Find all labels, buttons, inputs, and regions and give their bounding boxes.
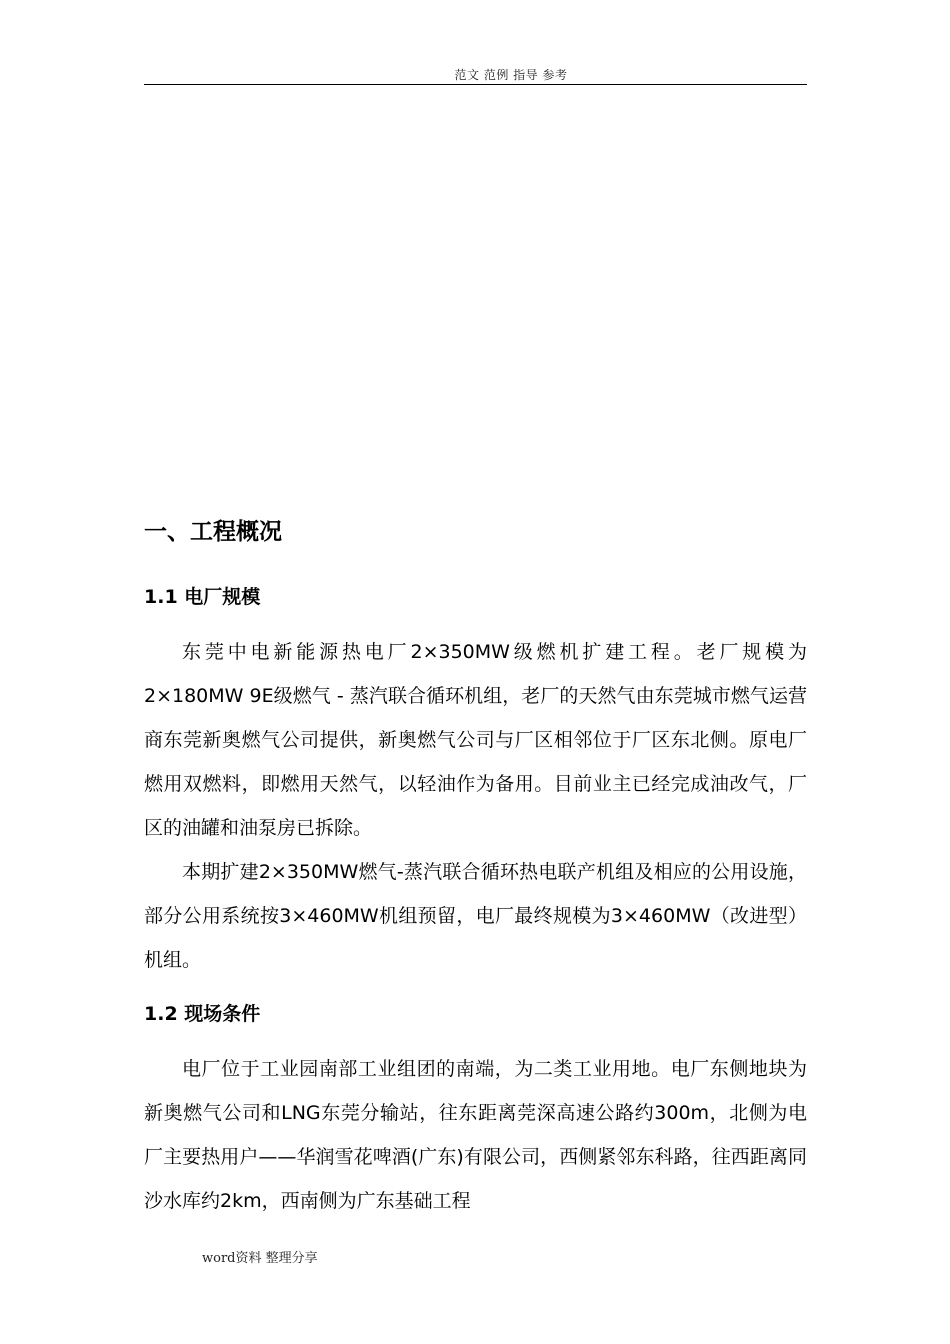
- paragraph-1: 东莞中电新能源热电厂2×350MW级燃机扩建工程。老厂规模为2×180MW 9E级燃气 - 蒸汽联合循环机组，老厂的天然气由东莞城市燃气运营商东莞新奥燃气公司提供，新奥燃气公司与厂区相邻位于厂区东北侧。原电厂燃用双燃料，即燃用天然气，以轻油作为备用。目前业主已经完成油改气，厂区的油罐和油泵房已拆除。: [144, 641, 807, 839]
- page-footer: word资料 整理分享: [202, 1251, 318, 1266]
- section-title: 一、工程概况: [144, 519, 282, 545]
- paragraph-2: 本期扩建2×350MW燃气-蒸汽联合循环热电联产机组及相应的公用设施，部分公用系统按3×460MW机组预留，电厂最终规模为3×460MW（改进型）机组。: [144, 861, 807, 971]
- page-header: 范文 范例 指导 参考: [454, 68, 568, 82]
- header-divider: [144, 84, 807, 85]
- document-body: [144, 512, 807, 1223]
- subsection-title-2: 1.2 现场条件: [144, 1003, 261, 1025]
- paragraph-3: 电厂位于工业园南部工业组团的南端，为二类工业用地。电厂东侧地块为新奥燃气公司和LNG东莞分输站，往东距离莞深高速公路约300m，北侧为电厂主要热用户——华润雪花啤酒(广东)有限公司，西侧紧邻东科路，往西距离同沙水库约2km，西南侧为广东基础工程: [144, 1058, 807, 1212]
- subsection-title-1: 1.1 电厂规模: [144, 586, 261, 608]
